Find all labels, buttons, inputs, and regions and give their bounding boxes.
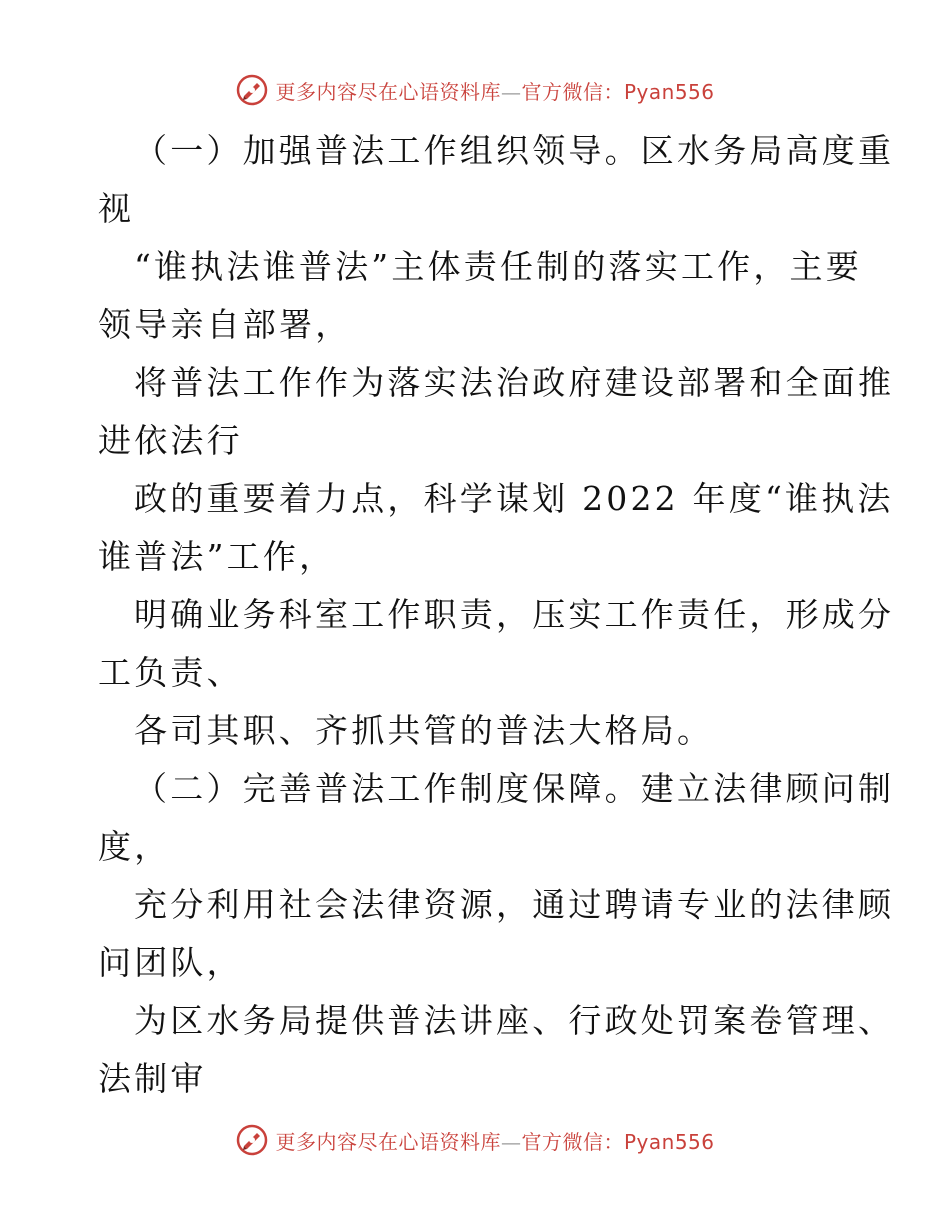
pen-seal-logo-icon bbox=[235, 1123, 269, 1157]
text-line: 明确业务科室工作职责，压实工作责任，形成分 bbox=[134, 595, 895, 634]
text-line: （一）加强普法工作组织领导。区水务局高度重 bbox=[134, 131, 895, 170]
watermark-dash: — bbox=[500, 1129, 522, 1154]
text-line: 为区水务局提供普法讲座、行政处罚案卷管理、 bbox=[134, 1001, 895, 1040]
watermark-dash: — bbox=[500, 79, 522, 104]
watermark-label: 官方微信： bbox=[521, 1129, 624, 1154]
watermark-text-cn: 更多内容尽在心语资料库 bbox=[275, 1129, 501, 1154]
watermark-text bbox=[275, 1126, 714, 1155]
watermark-id: Pyan556 bbox=[623, 79, 715, 104]
document-body bbox=[98, 122, 895, 1108]
text-line: 领导亲自部署， bbox=[98, 305, 352, 344]
watermark-label: 官方微信： bbox=[521, 79, 624, 104]
text-line: “谁执法谁普法”主体责任制的落实工作，主要 bbox=[134, 247, 862, 286]
text-line: 各司其职、齐抓共管的普法大格局。 bbox=[134, 711, 714, 750]
text-line: 法制审 bbox=[98, 1059, 207, 1098]
text-line: 视 bbox=[98, 189, 135, 228]
text-line: 进依法行 bbox=[98, 421, 243, 460]
text-line: 问团队， bbox=[98, 943, 243, 982]
text-line: 谁普法”工作， bbox=[98, 537, 336, 576]
pen-seal-logo-icon bbox=[235, 73, 269, 107]
text-line: 充分利用社会法律资源，通过聘请专业的法律顾 bbox=[134, 885, 895, 924]
watermark-id: Pyan556 bbox=[623, 1129, 715, 1154]
text-line: 工负责、 bbox=[98, 653, 243, 692]
text-line: 政的重要着力点，科学谋划 2022 年度“谁执法 bbox=[134, 479, 894, 518]
text-line: 度， bbox=[98, 827, 171, 866]
text-line: 将普法工作作为落实法治政府建设部署和全面推 bbox=[134, 363, 895, 402]
header-watermark bbox=[0, 70, 950, 110]
text-line: （二）完善普法工作制度保障。建立法律顾问制 bbox=[134, 769, 895, 808]
footer-watermark bbox=[0, 1120, 950, 1160]
watermark-text-cn: 更多内容尽在心语资料库 bbox=[275, 79, 501, 104]
watermark-text bbox=[275, 76, 714, 105]
